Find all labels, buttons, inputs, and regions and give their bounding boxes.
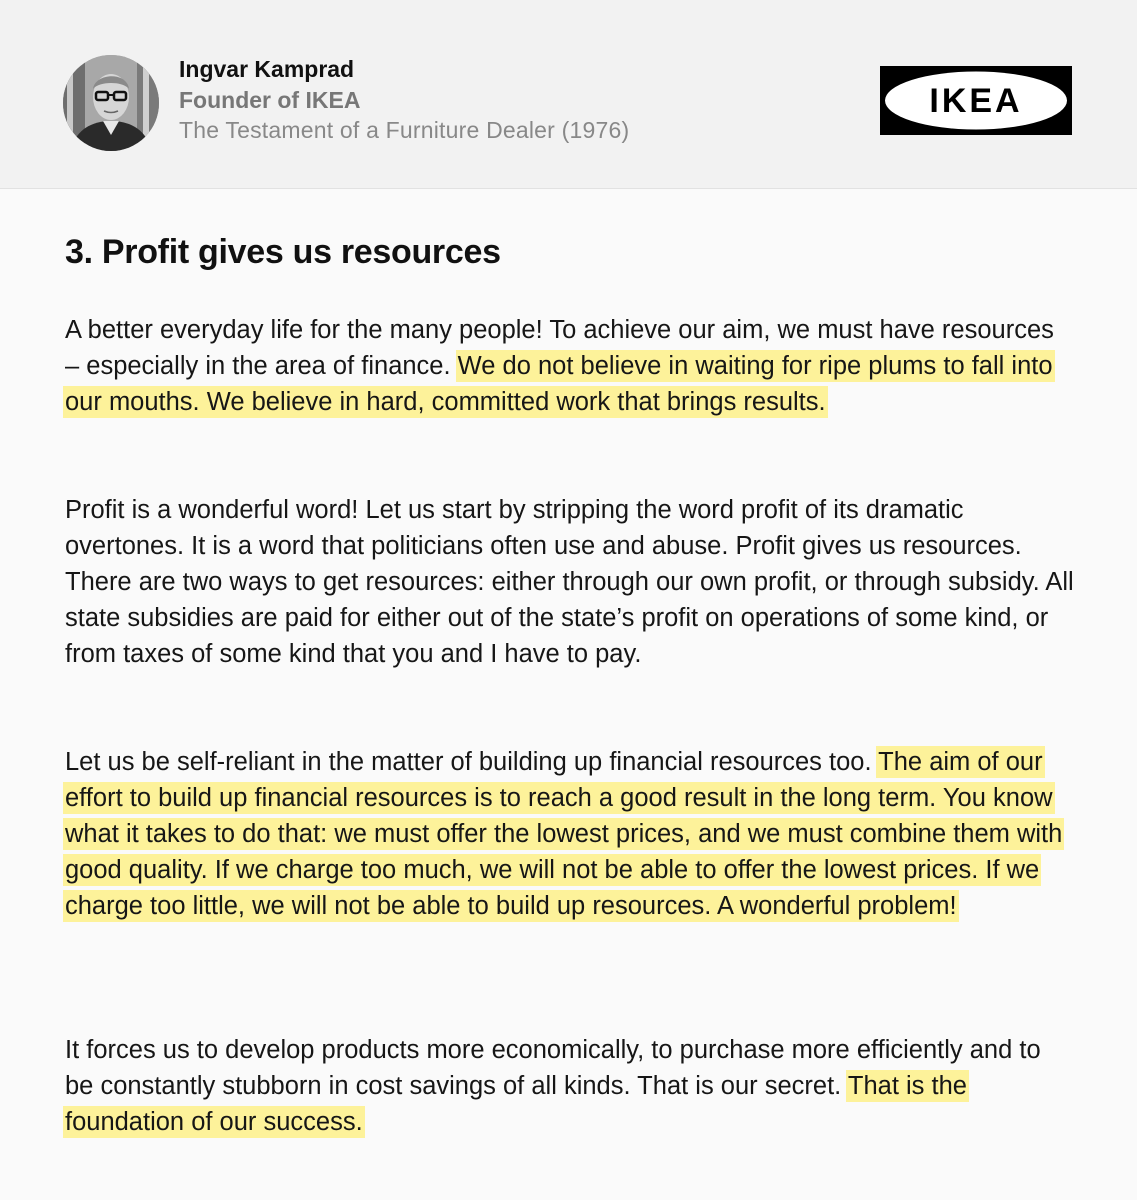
ikea-logo: [880, 66, 1072, 135]
author-role: Founder of IKEA: [179, 87, 361, 113]
paragraph-3-text: Let us be self-reliant in the matter of building up financial resources too.: [65, 748, 879, 776]
paragraph-4-highlight: That is the foundation of our success.: [65, 1072, 967, 1136]
author-name: Ingvar Kamprad: [179, 56, 355, 82]
paragraph-1-text: A better everyday life for the many people! To achieve our aim, we must have resources – especially in the area of finance.: [65, 316, 1054, 380]
paragraph-1-highlight: We do not believe in waiting for ripe plums to fall into our mouths. We believe in hard, committed work that brings results.: [65, 352, 1053, 416]
paragraph-2-text: Profit is a wonderful word! Let us start by stripping the word profit of its dramatic overtones. It is a word that politicians often use and abuse. Profit gives us resources. There are two ways to get resources: either through our own profit, or through subsidy. All state subsidies are paid for either out of the state’s profit on operations of some kind, or from taxes of some kind that you and I have to pay.: [65, 496, 1074, 668]
source-title: The Testament of a Furniture Dealer (1976): [179, 117, 630, 143]
logo-wordmark: IKEA: [929, 82, 1023, 120]
paragraph-4-text: It forces us to develop products more economically, to purchase more efficiently and to be constantly stubborn in cost savings of all kinds. That is our secret.: [65, 1036, 1041, 1100]
paragraph-4: [65, 1032, 1075, 1140]
paragraph-3: [65, 744, 1075, 924]
author-header: [0, 0, 1137, 189]
paragraph-2: [65, 492, 1075, 672]
ikea-logo-icon: [880, 66, 1072, 135]
paragraph-1: [65, 312, 1075, 420]
author-portrait-icon: [63, 55, 159, 151]
author-avatar: [63, 55, 159, 151]
paragraph-3-highlight: The aim of our effort to build up financial resources is to reach a good result in the long term. You know what it takes to do that: we must offer the lowest prices, and we must combine them with good quality. If we charge too much, we will not be able to offer the lowest prices. If we charge too little, we will not be able to build up resources. A wonderful problem!: [65, 748, 1063, 920]
section-title: 3. Profit gives us resources: [65, 233, 501, 271]
